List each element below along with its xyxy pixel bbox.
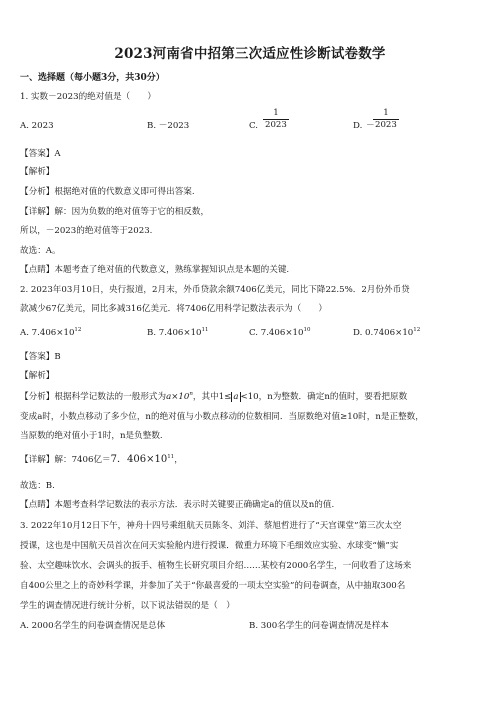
q2-detail — [20, 454, 183, 466]
analysis-text: 【分析】根据科学记数法的一般形式为 — [20, 392, 167, 402]
q3-stem-line2: 授课，这也是中国航天员首次在问天实验舱内进行授课．微重力环境下毛细效应实验、水球变“懒”实 — [20, 541, 399, 551]
q2-stem-line1: 2. 2023年03月10日，央行报道，2月末，外币贷款余额7406亿美元，同比下降22.5%．2月份外币贷 — [20, 285, 410, 295]
analysis-text: <10， — [240, 392, 268, 402]
section-heading: 一、选择题（每小题3分，共30分） — [20, 73, 165, 83]
page-title: 2023河南省中招第三次适应性诊断试卷数学 — [114, 46, 386, 62]
exponent: 11 — [201, 327, 209, 333]
exponent: 10 — [303, 327, 311, 333]
q2-comment: 【点睛】本题考查科学记数法的表示方法．表示时关键要正确确定a的值以及n的值. — [20, 500, 335, 510]
q1-stem: 1. 实数－2023的绝对值是（ ） — [20, 92, 156, 102]
absolute-value: a — [233, 392, 239, 402]
q3-option-b: B. 300名学生的问卷调查情况是样本 — [249, 621, 389, 631]
q1-analysis: 【分析】根据绝对值的代数意义即可得出答案. — [20, 187, 195, 197]
analysis-text: n为整数．确定n的值时，要看把原数 — [267, 392, 408, 402]
fraction-numerator: 1 — [383, 108, 389, 118]
exponent: 12 — [413, 327, 421, 333]
q3-stem-line5: 学生的调查情况进行统计分析，以下说法错误的是（ ） — [20, 601, 235, 611]
q2-option-a — [20, 327, 81, 339]
q3-stem-line3: 验、太空趣味饮水、会调头的扳手、植物生长研究项目介绍……某校有2000名学生，一问收看了这场来 — [20, 561, 412, 571]
q1-comment: 【点睛】本题考查了绝对值的代数意义，熟练掌握知识点是本题的关键. — [20, 265, 290, 275]
fraction-denominator: 2023 — [375, 120, 397, 130]
formula: a×10 — [166, 392, 190, 402]
q2-answer: 【答案】B — [20, 352, 61, 362]
option-text: D. 0.7406×10 — [353, 328, 414, 338]
q2-option-d — [353, 327, 420, 339]
q1-analysis-heading: 【解析】 — [20, 167, 55, 177]
q2-option-c — [249, 327, 310, 339]
q1-option-b: B. －2023 — [147, 121, 190, 131]
q2-analysis-heading: 【解析】 — [20, 371, 55, 381]
q2-option-b — [147, 327, 209, 339]
q3-stem-line1: 3. 2022年10月12日下午，神舟十四号乘组航天员陈冬、刘洋、蔡旭哲进行了“天宫课堂”第三次太空 — [20, 521, 402, 531]
option-text: C. 7.406×10 — [249, 328, 304, 338]
q1-option-a: A. 2023 — [20, 121, 54, 131]
detail-text: ， — [174, 455, 183, 465]
detail-text: 【详解】解：7406亿＝ — [20, 455, 111, 465]
q1-detail-line1: 【详解】解：因为负数的绝对值等于它的相反数， — [20, 207, 210, 217]
q1-detail-line2: 所以，－2023的绝对值等于2023. — [20, 226, 153, 236]
q2-stem-line2: 款减少67亿美元，同比多减316亿美元．将7406亿用科学记数法表示为（ ） — [20, 304, 328, 314]
q1-conclusion: 故选：A。 — [20, 246, 61, 256]
q3-stem-line4: 自400公里之上的奇妙科学课，并参加了关于“你最喜爱的一项太空实验”的问卷调查，从中抽取300名 — [20, 581, 406, 591]
q2-conclusion: 故选：B. — [20, 481, 55, 491]
q2-analysis-line3: 当原数的绝对值小于1时，n是负整数. — [20, 431, 163, 441]
exponent: 11 — [167, 454, 175, 460]
q1-option-c-fraction — [263, 108, 289, 131]
fraction-numerator: 1 — [273, 108, 279, 118]
formula: 7．406×10 — [110, 454, 168, 465]
q2-analysis-line2: 变成a时，小数点移动了多少位，n的绝对值与小数点移动的位数相同．当原数绝对值≥10时，n是正整数， — [20, 412, 424, 422]
q1-option-c-label: C. — [249, 121, 259, 131]
exponent: 12 — [74, 327, 82, 333]
option-text: B. 7.406×10 — [147, 328, 202, 338]
analysis-text: ，其中1≤ — [192, 392, 232, 402]
q2-analysis-line1 — [20, 391, 407, 403]
q1-option-d-label: D. — [353, 121, 363, 131]
minus-sign: － — [366, 121, 375, 131]
q1-option-d-fraction — [373, 108, 399, 131]
q3-option-a: A. 2000名学生的问卷调查情况是总体 — [20, 621, 166, 631]
q1-answer: 【答案】A — [20, 149, 61, 159]
exponent: n — [189, 391, 193, 397]
fraction-denominator: 2023 — [265, 120, 287, 130]
option-text: A. 7.406×10 — [20, 328, 75, 338]
